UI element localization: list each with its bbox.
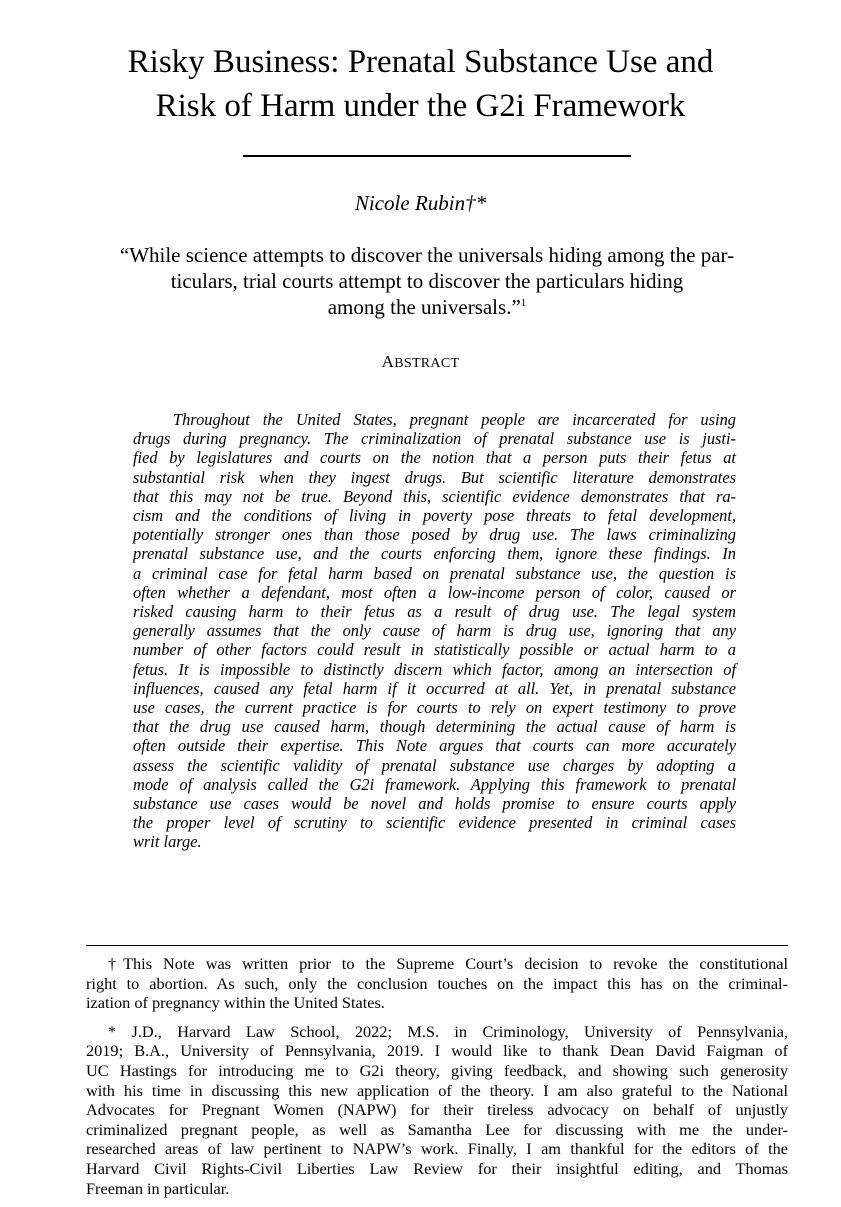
abstract-line: often whether a defendant, most often a low-income person of color, caused or [133,582,736,602]
article-title-line-1: Risky Business: Prenatal Substance Use and [127,44,714,80]
abstract-heading-rest: BSTRACT [394,356,460,371]
abstract-heading-initial: A [381,352,395,371]
abstract-line: mode of analysis called the G2i framework. Applying this framework to prenatal [133,774,736,794]
abstract-line: that this may not be true. Beyond this, scientific evidence demonstrates that ra- [133,486,736,506]
abstract-line: often outside their expertise. This Note argues that courts can more accurately [133,736,736,756]
footnote-line: Harvard Civil Rights-Civil Liberties Law Review for their insightful editing, and Thomas [86,1158,788,1178]
epigraph-quote [86,242,768,320]
footnote-divider [86,945,788,946]
abstract-body [133,410,736,852]
footnote-dagger [86,954,788,1013]
abstract-line: substantial risk when they ingest drugs. But scientific literature demonstrates [133,467,736,487]
article-title [0,40,841,128]
footnote-line: UC Hastings for introducing me to G2i theory, giving feedback, and showing such generosity [86,1060,788,1080]
epigraph-line: “While science attempts to discover the universals hiding among the par- [119,243,735,267]
footnote-reference[interactable]: 1 [520,297,527,309]
footnote-line: researched areas of law pertinent to NAPW’s work. Finally, I am thankful for the editors of the [86,1139,788,1159]
footnote-line: right to abortion. As such, only the conclusion touches on the impact this has on the criminal- [86,973,788,993]
abstract-line: risked causing harm to their fetus as a result of drug use. The legal system [133,602,736,622]
footnote-line: †This Note was written prior to the Supreme Court’s decision to revoke the constitutional [108,954,788,973]
abstract-line: potentially stronger ones than those posed by drug use. The laws criminalizing [133,525,736,545]
abstract-line: fetus. It is impossible to distinctly discern which factor, among an intersection of [133,659,736,679]
abstract-line: a criminal case for fetal harm based on prenatal substance use, the question is [133,563,736,583]
abstract-line: use cases, the current practice is for courts to rely on expert testimony to prove [133,698,736,718]
author-name: Nicole Rubin†* [354,191,487,215]
epigraph-line-text: among the universals.” [327,295,521,319]
footnote-line: with his time in discussing this new application of the theory. I am also grateful to the National [86,1080,788,1100]
abstract-line: prenatal substance use, and the courts enforcing them, ignore these findings. In [133,544,736,564]
abstract-line: the proper level of scrutiny to scientific evidence presented in criminal cases [133,813,736,833]
abstract-line: generally assumes that the only cause of harm is drug use, ignoring that any [133,621,736,641]
epigraph-line [86,294,768,320]
title-divider [243,155,631,157]
abstract-line: Throughout the United States, pregnant people are incarcerated for using [173,410,736,429]
abstract-line: influences, caused any fetal harm if it occurred at all. Yet, in prenatal substance [133,678,736,698]
footnote-asterisk [86,1022,788,1198]
abstract-heading [0,351,841,375]
abstract-line: cism and the conditions of living in poverty pose threats to fetal development, [133,506,736,526]
abstract-line: assess the scientific validity of prenatal substance use charges by adopting a [133,755,736,775]
abstract-line: that the drug use caused harm, though determining the actual cause of harm is [133,717,736,737]
epigraph-line: ticulars, trial courts attempt to discover the particulars hiding [170,269,684,293]
abstract-line: writ large. [133,832,202,852]
abstract-line: substance use cases would be novel and holds promise to ensure courts apply [133,794,736,814]
footnote-line: Advocates for Pregnant Women (NAPW) for their tireless advocacy on behalf of unjustly [86,1100,788,1120]
abstract-line: fied by legislatures and courts on the notion that a person puts their fetus at [133,448,736,468]
footnote-line: * J.D., Harvard Law School, 2022; M.S. in Criminology, University of Pennsylvania, [108,1021,788,1041]
abstract-line: drugs during pregnancy. The criminalization of prenatal substance use is justi- [133,429,736,449]
footnote-line: criminalized pregnant people, as well as Samantha Lee for discussing with me the under- [86,1119,788,1139]
article-title-line-2: Risk of Harm under the G2i Framework [155,88,686,124]
footnote-line: 2019; B.A., University of Pennsylvania, 2019. I would like to thank Dean David Faigman of [86,1041,788,1061]
footnotes [86,954,788,1207]
abstract-line: number of other factors could result in statistically possible or actual harm to a [133,640,736,660]
footnote-line: Freeman in particular. [86,1178,230,1198]
footnote-line: ization of pregnancy within the United States. [86,993,385,1013]
